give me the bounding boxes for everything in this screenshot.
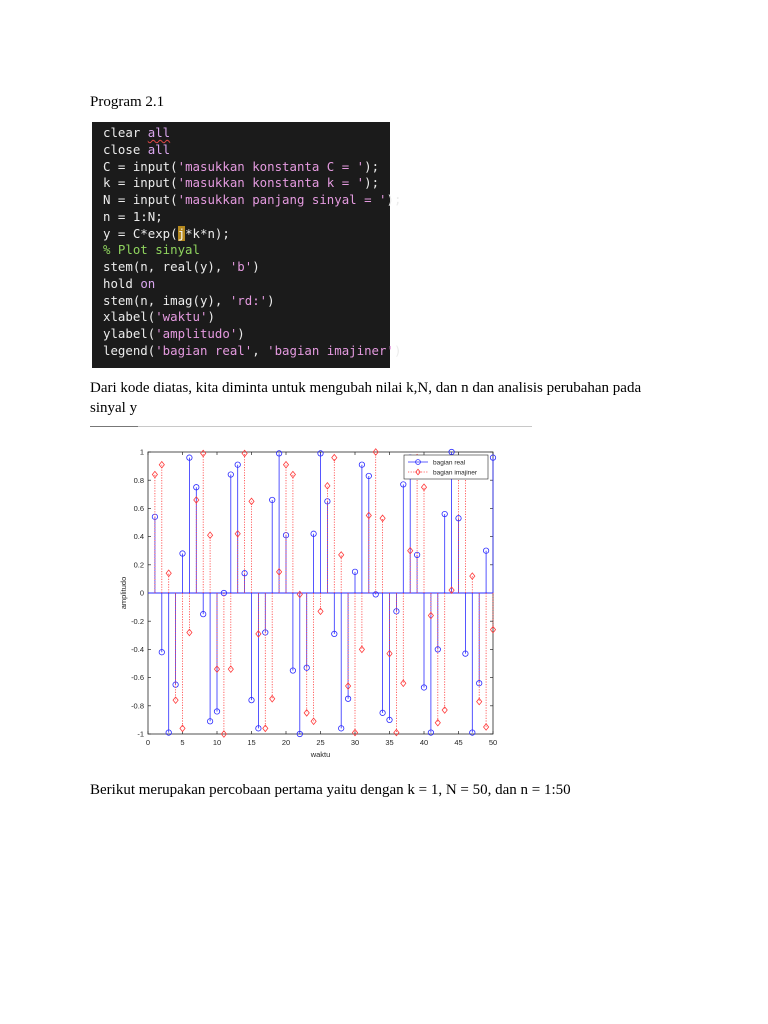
code-token: xlabel( bbox=[103, 309, 156, 325]
x-tick-label: 40 bbox=[419, 738, 429, 747]
x-tick-label: 20 bbox=[281, 738, 291, 747]
y-tick-label: 0.8 bbox=[133, 475, 144, 485]
code-token: 'amplitudo' bbox=[155, 326, 238, 341]
code-token: 'bagian imajiner' bbox=[267, 342, 394, 358]
code-line bbox=[103, 226, 390, 243]
code-token: ) bbox=[252, 259, 260, 274]
code-token: close bbox=[103, 141, 148, 157]
y-tick-label: -1 bbox=[137, 729, 144, 739]
y-tick-label: 0.6 bbox=[133, 504, 144, 513]
y-tick-label: 0.2 bbox=[133, 560, 144, 570]
legend bbox=[404, 455, 488, 479]
code-token: ); bbox=[386, 192, 402, 207]
code-token: hold bbox=[103, 275, 141, 291]
y-tick-label: -0.4 bbox=[131, 645, 144, 654]
divider bbox=[90, 426, 532, 427]
code-token: ) bbox=[207, 309, 215, 325]
code-token: 'rd:' bbox=[229, 292, 268, 308]
code-line bbox=[103, 259, 390, 276]
code-token: k = input( bbox=[103, 175, 178, 191]
code-token: 'masukkan panjang sinyal = ' bbox=[177, 192, 387, 207]
code-token: 'b' bbox=[229, 259, 253, 274]
legend-label: bagian imajiner bbox=[433, 469, 478, 477]
x-tick-label: 10 bbox=[212, 738, 222, 747]
code-token: 'waktu' bbox=[155, 309, 208, 325]
code-token: all bbox=[147, 141, 171, 157]
y-tick-label: 0 bbox=[139, 588, 144, 598]
description-paragraph: Dari kode diatas, kita diminta untuk mengubah nilai k,N, dan n dan analisis perubahan pada sinyal y bbox=[90, 380, 642, 416]
code-token: C = input( bbox=[103, 158, 178, 174]
x-tick-label: 30 bbox=[350, 738, 360, 747]
code-token: 'masukkan konstanta k = ' bbox=[177, 175, 365, 191]
y-tick-label: 0.4 bbox=[133, 532, 144, 542]
y-tick-label: -0.2 bbox=[131, 616, 144, 626]
code-token: all bbox=[147, 125, 171, 140]
code-token: *k*n); bbox=[185, 225, 230, 241]
code-line bbox=[103, 326, 390, 343]
x-tick-label: 25 bbox=[316, 738, 325, 747]
code-token: ) bbox=[393, 342, 402, 358]
code-token: j bbox=[177, 225, 186, 241]
code-line bbox=[103, 242, 390, 259]
code-token: stem(n, real(y), bbox=[103, 259, 230, 274]
code-line bbox=[103, 192, 402, 209]
code-token: n = 1:N; bbox=[103, 208, 163, 224]
code-token: % Plot sinyal bbox=[103, 242, 200, 258]
code-line bbox=[103, 175, 390, 192]
code-line bbox=[103, 209, 390, 226]
code-line bbox=[103, 142, 390, 159]
code-token: stem(n, imag(y), bbox=[103, 292, 230, 308]
x-axis-label: waktu bbox=[310, 750, 331, 759]
x-tick-label: 35 bbox=[385, 738, 394, 747]
legend-label: bagian real bbox=[433, 459, 466, 467]
code-line bbox=[103, 293, 390, 310]
code-token: ); bbox=[364, 158, 380, 174]
y-tick-label: -0.8 bbox=[131, 701, 144, 711]
code-token: ylabel( bbox=[103, 326, 156, 341]
code-token: 'bagian real' bbox=[155, 342, 253, 358]
x-tick-label: 50 bbox=[488, 738, 498, 747]
x-tick-label: 45 bbox=[454, 738, 463, 747]
code-line bbox=[103, 276, 390, 293]
code-line bbox=[103, 342, 402, 360]
y-tick-label: 1 bbox=[139, 447, 144, 457]
code-token: ) bbox=[237, 326, 245, 341]
code-token: 'masukkan konstanta C = ' bbox=[177, 158, 365, 174]
program-heading: Program 2.1 bbox=[90, 94, 165, 110]
x-tick-label: 0 bbox=[145, 738, 151, 747]
y-tick-label: -0.6 bbox=[131, 673, 144, 683]
code-line bbox=[103, 159, 390, 176]
code-token: clear bbox=[103, 125, 148, 140]
code-token: , bbox=[252, 342, 268, 358]
code-block bbox=[92, 122, 402, 368]
code-line bbox=[103, 125, 390, 142]
code-token: N = input( bbox=[103, 192, 178, 207]
y-axis-label: amplitudo bbox=[119, 576, 128, 610]
divider-accent bbox=[90, 426, 138, 427]
code-token: ) bbox=[267, 292, 275, 308]
code-line bbox=[103, 309, 390, 326]
code-token: y = C*exp( bbox=[103, 225, 178, 241]
stem-plot-figure bbox=[112, 440, 502, 764]
x-tick-label: 5 bbox=[180, 738, 185, 747]
x-tick-label: 15 bbox=[247, 738, 256, 747]
code-token: ); bbox=[364, 175, 380, 191]
experiment-paragraph: Berikut merupakan percobaan pertama yaitu dengan k = 1, N = 50, dan n = 1:50 bbox=[90, 782, 571, 798]
code-token: legend( bbox=[103, 342, 156, 358]
code-token: on bbox=[140, 275, 156, 291]
